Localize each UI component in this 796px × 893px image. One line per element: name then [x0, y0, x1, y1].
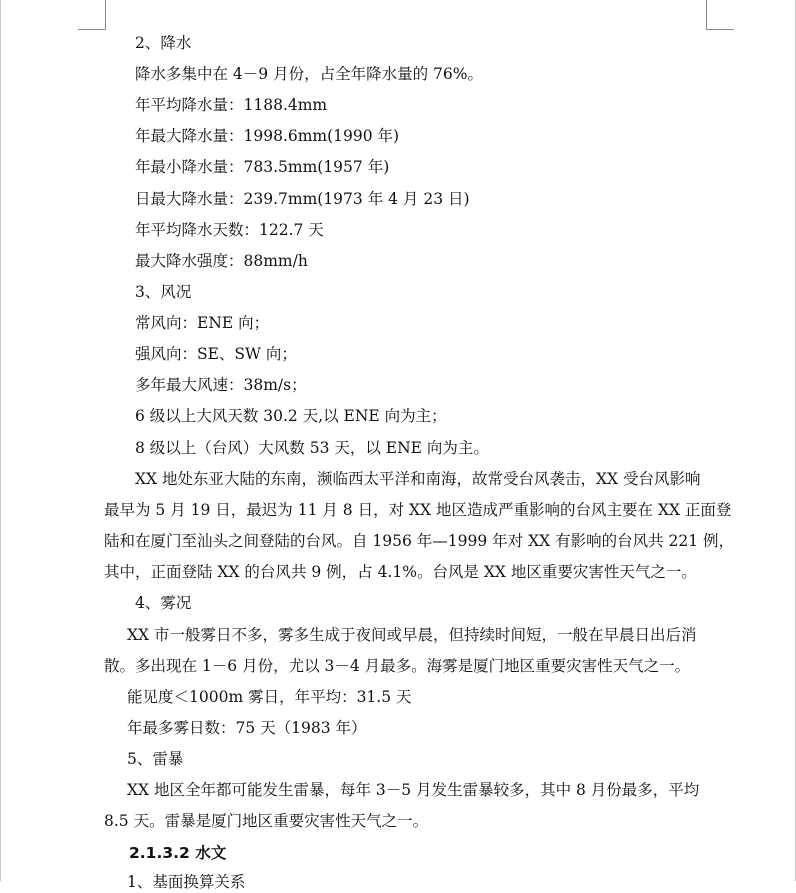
paragraph-line: XX 市一般雾日不多，雾多生成于夜间或早晨，但持续时间短，一般在早晨日出后消: [127, 626, 697, 644]
body-line-cut-off: 1、基面换算关系: [127, 873, 246, 891]
body-line: 强风向：SE、SW 向；: [135, 345, 297, 363]
body-line: 最大降水强度：88mm/h: [135, 252, 308, 270]
body-line: 年最小降水量：783.5mm(1957 年): [135, 158, 390, 176]
paragraph-line: 其中，正面登陆 XX 的台风共 9 例，占 4.1%。台风是 XX 地区重要灾害性天气之一。: [104, 563, 697, 581]
body-line: 能见度＜1000m 雾日，年平均：31.5 天: [127, 688, 412, 706]
section-heading-wind: 3、风况: [135, 283, 192, 301]
body-line: 降水多集中在 4－9 月份，占全年降水量的 76%。: [135, 65, 483, 83]
paragraph-line: XX 地区全年都可能发生雷暴，每年 3－5 月发生雷暴较多，其中 8 月份最多，平均: [127, 781, 700, 799]
body-line: 8 级以上（台风）大风数 53 天，以 ENE 向为主。: [135, 439, 489, 457]
body-line: 常风向：ENE 向；: [135, 314, 270, 332]
body-line: 年平均降水量：1188.4mm: [135, 96, 328, 114]
body-line: 年平均降水天数：122.7 天: [135, 221, 324, 239]
paragraph-line: 8.5 天。雷暴是厦门地区重要灾害性天气之一。: [104, 812, 429, 830]
body-line: 年最大降水量：1998.6mm(1990 年): [135, 127, 400, 145]
margin-corner-mark-left: [78, 0, 106, 30]
body-line: 6 级以上大风天数 30.2 天,以 ENE 向为主；: [135, 407, 447, 425]
paragraph-line: 陆和在厦门至汕头之间登陆的台风。自 1956 年—1999 年对 XX 有影响的台风共 221 例，: [104, 532, 735, 550]
body-line: 多年最大风速：38m/s；: [135, 376, 307, 394]
body-line: 年最多雾日数：75 天（1983 年）: [127, 719, 367, 737]
section-heading-precipitation: 2、降水: [135, 34, 192, 52]
paragraph-line: 散。多出现在 1－6 月份，尤以 3－4 月最多。海雾是厦门地区重要灾害性天气之一。: [104, 657, 691, 675]
body-line: 日最大降水量：239.7mm(1973 年 4 月 23 日): [135, 190, 470, 208]
paragraph-line: 最早为 5 月 19 日，最迟为 11 月 8 日，对 XX 地区造成严重影响的台风主要在 XX 正面登: [104, 501, 732, 519]
paragraph-line: XX 地处东亚大陆的东南，濒临西太平洋和南海，故常受台风袭击，XX 受台风影响: [135, 470, 701, 488]
margin-corner-mark-right: [706, 0, 734, 30]
section-heading-fog: 4、雾况: [135, 594, 192, 612]
section-heading-hydrology: 2.1.3.2 水文: [129, 844, 227, 862]
section-heading-thunderstorm: 5、雷暴: [127, 750, 184, 768]
